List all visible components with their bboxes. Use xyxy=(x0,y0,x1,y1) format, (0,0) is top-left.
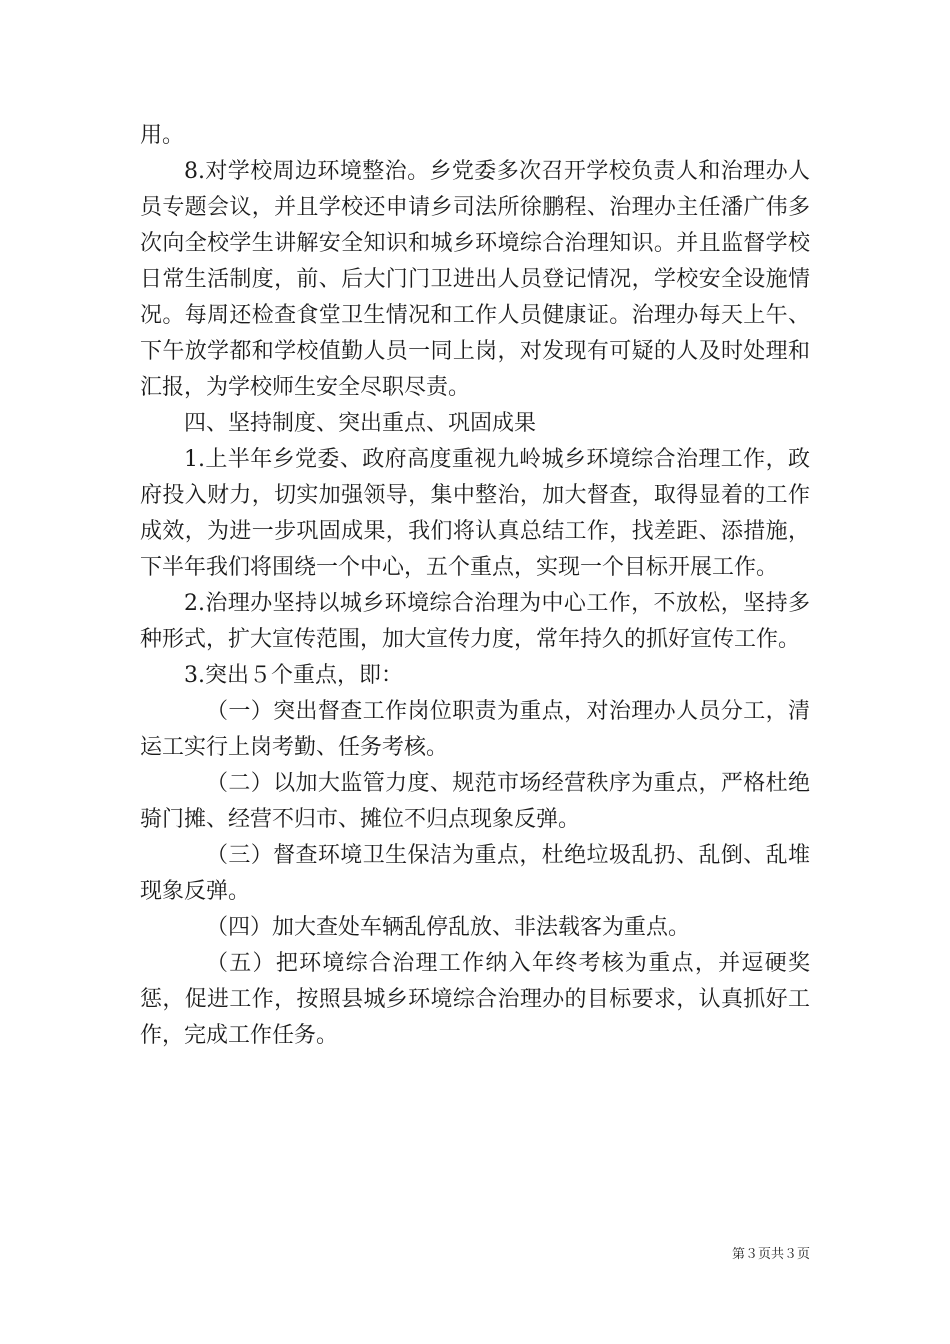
paragraph-sub-5: （五）把环境综合治理工作纳入年终考核为重点，并逗硬奖惩，促进工作，按照县城乡环境综合治理办的目标要求，认真抓好工作，完成工作任务。 xyxy=(140,951,810,1048)
paragraph-sub-1: （一）突出督查工作岗位职责为重点，对治理办人员分工，清运工实行上岗考勤、任务考核。 xyxy=(140,699,810,760)
paragraph-continuation: 用。 xyxy=(140,123,185,148)
paragraph-sub-4: （四）加大查处车辆乱停乱放、非法载客为重点。 xyxy=(206,915,691,940)
paragraph-sub-3: （三）督查环境卫生保洁为重点，杜绝垃圾乱扔、乱倒、乱堆现象反弹。 xyxy=(140,843,810,904)
paragraph-point-1: 1.上半年乡党委、政府高度重视九岭城乡环境综合治理工作，政府投入财力，切实加强领导，集中整治，加大督查，取得显着的工作成效，为进一步巩固成果，我们将认真总结工作，找差距、添措施，下半年我们将围绕一个中心，五个重点，实现一个目标开展工作。 xyxy=(140,447,810,580)
paragraph-item-8: 8.对学校周边环境整治。乡党委多次召开学校负责人和治理办人员专题会议，并且学校还申请乡司法所徐鹏程、治理办主任潘广伟多次向全校学生讲解安全知识和城乡环境综合治理知识。并且监督学校日常生活制度，前、后大门门卫进出人员登记情况，学校安全设施情况。每周还检查食堂卫生情况和工作人员健康证。治理办每天上午、下午放学都和学校值勤人员一同上岗，对发现有可疑的人及时处理和汇报，为学校师生安全尽职尽责。 xyxy=(140,159,810,400)
page-number-footer: 第３页共３页 xyxy=(731,1247,810,1262)
paragraph-point-2: 2.治理办坚持以城乡环境综合治理为中心工作，不放松，坚持多种形式，扩大宣传范围，加大宣传力度，常年持久的抓好宣传工作。 xyxy=(140,591,810,652)
paragraph-sub-2: （二）以加大监管力度、规范市场经营秩序为重点，严格杜绝骑门摊、经营不归市、摊位不归点现象反弹。 xyxy=(140,771,810,832)
document-body xyxy=(140,118,810,1054)
section-heading: 四、坚持制度、突出重点、巩固成果 xyxy=(184,411,537,436)
paragraph-point-3: 3.突出５个重点，即： xyxy=(184,663,403,688)
